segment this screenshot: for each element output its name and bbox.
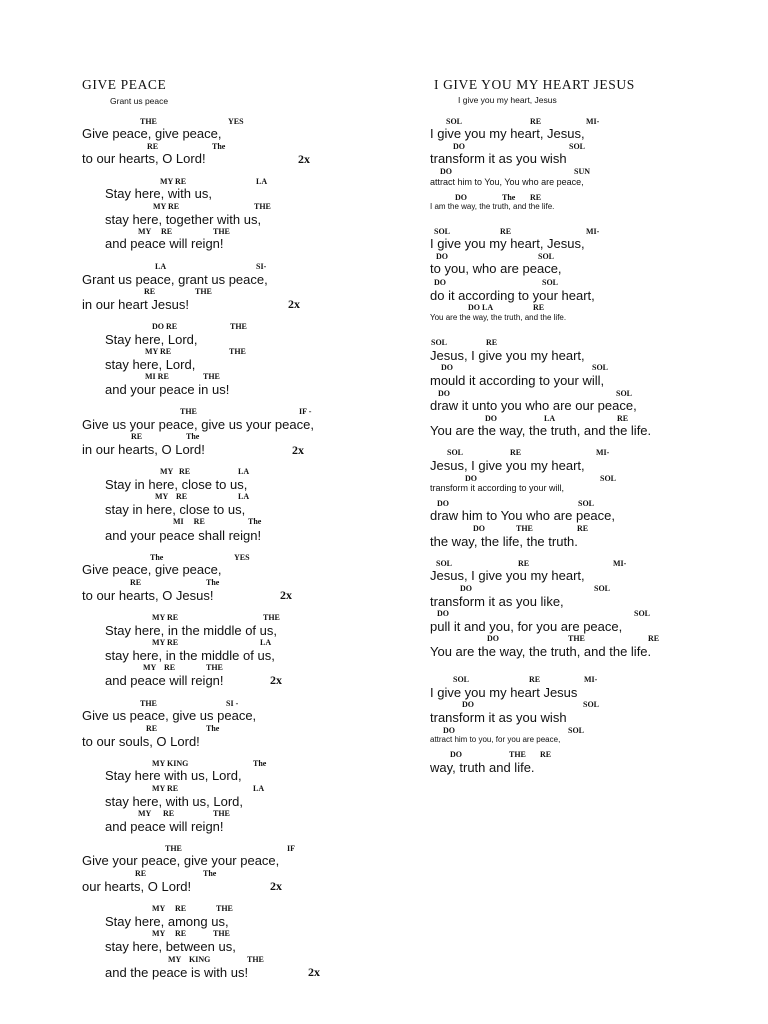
lyric-line: I give you my heart, Jesus, xyxy=(430,126,585,141)
chord-label: MY RE xyxy=(153,202,180,211)
chord-label: The xyxy=(212,142,226,151)
song-title: I GIVE YOU MY HEART JESUS xyxy=(434,77,635,92)
chord-label: THE xyxy=(516,524,533,533)
lyric-line: Give peace, give peace, xyxy=(82,562,222,577)
chord-label: THE xyxy=(216,904,233,913)
song-subtitle: Grant us peace xyxy=(110,96,169,106)
lyric-line: to our hearts, O Jesus! xyxy=(82,588,214,603)
chord-label: YES xyxy=(228,117,244,126)
lyric-line: to you, who are peace, xyxy=(430,261,562,276)
chord-label: DO xyxy=(437,499,449,508)
chord-label: RE xyxy=(617,414,629,423)
lyric-line: and your peace shall reign! xyxy=(105,528,262,543)
chord-label: SOL xyxy=(592,363,609,372)
lyric-line: Stay here, in the middle of us, xyxy=(105,623,277,638)
chord-label: THE xyxy=(263,613,280,622)
chord-label: DO xyxy=(441,363,453,372)
chord-label: MI- xyxy=(586,227,600,236)
lyric-line: I am the way, the truth, and the life. xyxy=(430,202,555,211)
lyric-line: You are the way, the truth, and the life. xyxy=(430,313,567,322)
chord-label: RE xyxy=(131,432,143,441)
lyric-line: stay here, between us, xyxy=(105,939,236,954)
lyric-line: our hearts, O Lord! xyxy=(82,879,192,894)
chord-label: SOL xyxy=(453,675,470,684)
chord-label: RE xyxy=(144,287,156,296)
chord-label: DO xyxy=(462,700,474,709)
chord-label: MY RE xyxy=(152,613,179,622)
chord-label: MY RE xyxy=(155,492,188,501)
lyric-line: do it according to your heart, xyxy=(430,288,595,303)
chord-label: RE xyxy=(147,142,159,151)
chord-label: THE xyxy=(180,407,197,416)
chord-label: MI- xyxy=(596,448,610,457)
chord-label: DO xyxy=(485,414,497,423)
lyric-line: You are the way, the truth, and the life. xyxy=(430,644,652,659)
lyric-line: Stay here with us, Lord, xyxy=(105,768,242,783)
chord-label: DO xyxy=(460,584,472,593)
chord-label: RE xyxy=(486,338,498,347)
chord-label: SI - xyxy=(226,699,239,708)
chord-label: RE xyxy=(577,524,589,533)
chord-label: RE xyxy=(529,675,541,684)
lyric-line: Stay here, with us, xyxy=(105,186,212,201)
chord-label: The xyxy=(150,553,164,562)
lyric-line: Stay here, among us, xyxy=(105,914,229,929)
chord-label: RE xyxy=(518,559,530,568)
chord-label: SOL xyxy=(616,389,633,398)
chord-label: DO LA xyxy=(468,303,494,312)
lyric-line: stay in here, close to us, xyxy=(105,502,246,517)
chord-label: MY RE xyxy=(160,467,191,476)
chord-label: SOL xyxy=(594,584,611,593)
chord-label: DO xyxy=(473,524,485,533)
lyric-line: draw it unto you who are our peace, xyxy=(430,398,637,413)
lyric-line: stay here, with us, Lord, xyxy=(105,794,244,809)
chord-label: MY KING xyxy=(168,955,211,964)
lyric-line: Give peace, give peace, xyxy=(82,126,222,141)
chord-label: MY RE xyxy=(138,227,173,236)
chord-label: MI- xyxy=(584,675,598,684)
chord-label: THE xyxy=(230,322,247,331)
chord-label: LA xyxy=(253,784,265,793)
chord-label: MY RE xyxy=(138,809,175,818)
lyric-line: Jesus, I give you my heart, xyxy=(430,568,585,583)
chord-label: MY KING xyxy=(152,759,189,768)
chord-label: THE xyxy=(509,750,526,759)
chord-label: The xyxy=(206,578,220,587)
chord-label: MI RE xyxy=(145,372,169,381)
chord-label: LA xyxy=(544,414,556,423)
lyric-line: stay here, Lord, xyxy=(105,357,196,372)
chord-label: DO xyxy=(465,474,477,483)
chord-label: The xyxy=(186,432,200,441)
song-subtitle: I give you my heart, Jesus xyxy=(458,95,557,105)
chord-label: DO xyxy=(450,750,462,759)
chord-label: SOL xyxy=(446,117,463,126)
chord-label: THE xyxy=(213,809,230,818)
chord-label: LA xyxy=(260,638,272,647)
chord-label: THE xyxy=(213,227,230,236)
chord-label: THE xyxy=(203,372,220,381)
chord-label: THE xyxy=(165,844,182,853)
lyric-line: stay here, together with us, xyxy=(105,212,262,227)
lyric-line: draw him to You who are peace, xyxy=(430,508,616,523)
chord-label: The xyxy=(253,759,267,768)
lyric-line: Stay in here, close to us, xyxy=(105,477,248,492)
chord-label: RE xyxy=(146,724,158,733)
lyric-line: mould it according to your will, xyxy=(430,373,605,388)
lyric-line: and peace will reign! xyxy=(105,819,224,834)
chord-label: SUN xyxy=(574,167,591,176)
chord-label: SOL xyxy=(447,448,464,457)
chord-label: LA xyxy=(155,262,167,271)
lyric-line: in our heart Jesus! xyxy=(82,297,189,312)
chord-label: IF xyxy=(287,844,295,853)
chord-label: MY RE xyxy=(143,663,176,672)
lyric-line: and your peace in us! xyxy=(105,382,230,397)
chord-label: DO xyxy=(455,193,467,202)
chord-label: RE xyxy=(130,578,142,587)
lyric-line: stay here, in the middle of us, xyxy=(105,648,275,663)
chord-label: RE xyxy=(530,117,542,126)
chord-label: LA xyxy=(238,492,250,501)
chord-label: THE xyxy=(206,663,223,672)
chord-label: The xyxy=(502,193,516,202)
repeat-marker: 2x xyxy=(308,965,320,979)
chord-label: SOL xyxy=(538,252,555,261)
chord-label: The xyxy=(203,869,217,878)
chord-label: DO xyxy=(434,278,446,287)
lyric-line: transform it according to your will, xyxy=(430,483,565,493)
lyric-line: and peace will reign! xyxy=(105,673,224,688)
lyric-line: and peace will reign! xyxy=(105,236,224,251)
chord-label: MI- xyxy=(586,117,600,126)
chord-label: DO xyxy=(453,142,465,151)
chord-label: RE xyxy=(500,227,512,236)
chord-label: SOL xyxy=(634,609,651,618)
chord-label: YES xyxy=(234,553,250,562)
lyric-line: I give you my heart, Jesus, xyxy=(430,236,585,251)
chord-label: RE xyxy=(648,634,660,643)
chord-label: SOL xyxy=(578,499,595,508)
chord-label: IF - xyxy=(299,407,312,416)
chord-label: THE xyxy=(568,634,585,643)
repeat-marker: 2x xyxy=(280,588,292,602)
chord-label: MY RE xyxy=(152,904,187,913)
chord-label: THE xyxy=(254,202,271,211)
chord-label: SOL xyxy=(431,338,448,347)
lyric-line: Give your peace, give your peace, xyxy=(82,853,280,868)
lyric-line: transform it as you wish xyxy=(430,151,567,166)
lyric-line: Grant us peace, grant us peace, xyxy=(82,272,268,287)
chord-label: THE xyxy=(140,117,157,126)
chord-label: SOL xyxy=(436,559,453,568)
chord-label: DO xyxy=(487,634,499,643)
chord-label: The xyxy=(248,517,262,526)
chord-label: DO xyxy=(438,389,450,398)
lyric-line: Jesus, I give you my heart, xyxy=(430,458,585,473)
lyric-line: the way, the life, the truth. xyxy=(430,534,578,549)
chord-label: DO xyxy=(440,167,452,176)
repeat-marker: 2x xyxy=(292,443,304,457)
chord-label: LA xyxy=(256,177,268,186)
lyric-line: Jesus, I give you my heart, xyxy=(430,348,585,363)
chord-label: SOL xyxy=(434,227,451,236)
chord-label: MY RE xyxy=(160,177,187,186)
chord-label: DO RE xyxy=(152,322,178,331)
chord-label: DO xyxy=(443,726,455,735)
lyric-line: pull it and you, for you are peace, xyxy=(430,619,623,634)
chord-label: DO xyxy=(436,252,448,261)
chord-label: SOL xyxy=(600,474,617,483)
lyric-line: in our hearts, O Lord! xyxy=(82,442,205,457)
chord-label: MI RE xyxy=(173,517,205,526)
repeat-marker: 2x xyxy=(270,879,282,893)
chord-label: SOL xyxy=(542,278,559,287)
chord-label: THE xyxy=(195,287,212,296)
chord-label: RE xyxy=(530,193,542,202)
chord-label: DO xyxy=(437,609,449,618)
chord-label: THE xyxy=(213,929,230,938)
chord-label: SOL xyxy=(569,142,586,151)
lyric-line: attract him to You, You who are peace, xyxy=(430,177,584,187)
chord-label: RE xyxy=(533,303,545,312)
lyric-line: transform it as you like, xyxy=(430,594,564,609)
lyric-line: way, truth and life. xyxy=(430,760,535,775)
repeat-marker: 2x xyxy=(288,297,300,311)
lyric-line: to our hearts, O Lord! xyxy=(82,151,206,166)
lyric-line: attract him to you, for you are peace, xyxy=(430,735,561,744)
chord-label: RE xyxy=(135,869,147,878)
lyric-line: I give you my heart Jesus xyxy=(430,685,578,700)
chord-label: The xyxy=(206,724,220,733)
chord-label: THE xyxy=(247,955,264,964)
chord-label: LA xyxy=(238,467,250,476)
chord-label: THE xyxy=(140,699,157,708)
chord-label: MY RE xyxy=(152,638,179,647)
lyric-line: transform it as you wish xyxy=(430,710,567,725)
chord-label: SOL xyxy=(568,726,585,735)
chord-label: RE xyxy=(540,750,552,759)
chord-label: MY RE xyxy=(145,347,172,356)
chord-label: SOL xyxy=(583,700,600,709)
chord-label: THE xyxy=(229,347,246,356)
lyric-line: Give us your peace, give us your peace, xyxy=(82,417,314,432)
chord-label: MY RE xyxy=(152,929,187,938)
repeat-marker: 2x xyxy=(270,673,282,687)
repeat-marker: 2x xyxy=(298,152,310,166)
lyric-line: You are the way, the truth, and the life. xyxy=(430,423,652,438)
lyric-line: to our souls, O Lord! xyxy=(82,734,200,749)
chord-label: MY RE xyxy=(152,784,179,793)
lyric-line: Stay here, Lord, xyxy=(105,332,198,347)
chord-label: RE xyxy=(510,448,522,457)
chord-label: MI- xyxy=(613,559,627,568)
lyric-line: Give us peace, give us peace, xyxy=(82,708,257,723)
chord-label: SI- xyxy=(256,262,267,271)
lyric-line: and the peace is with us! xyxy=(105,965,249,980)
song-title: GIVE PEACE xyxy=(82,77,167,92)
